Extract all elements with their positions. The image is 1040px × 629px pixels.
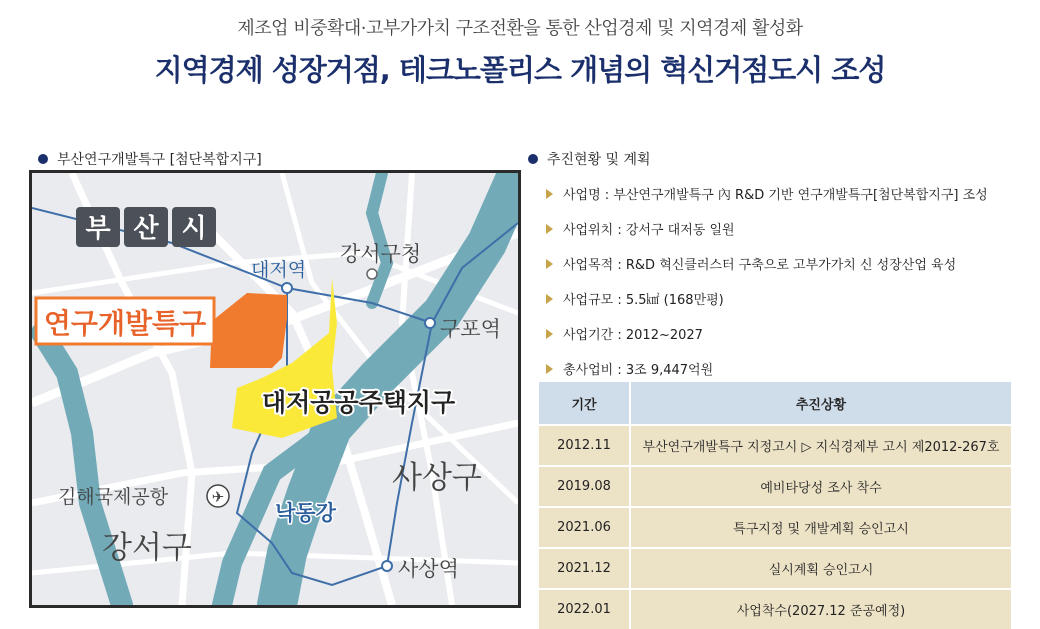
table-row [539,466,1011,507]
row-period: 2012.11 [539,425,630,466]
row-status: 예비타당성 조사 착수 [630,466,1011,507]
housing-label: 대저공공주택지구 [262,388,456,417]
triangle-arrow-icon [546,259,553,269]
svg-text:✈: ✈ [211,488,225,506]
header-period: 기간 [539,382,630,425]
busan-char-2: 산 [133,214,159,244]
bullet-dot-icon [38,154,48,164]
row-period: 2021.12 [539,548,630,589]
info-item-location: 사업위치 : 강서구 대저동 일원 [540,211,1030,246]
page-subtitle: 제조업 비중확대·고부가가치 구조전환을 통한 산업경제 및 지역경제 활성화 [237,18,803,39]
gangseo-office-marker [367,269,377,279]
project-info-list [540,176,1030,386]
info-item-cost: 총사업비 : 3조 9,447억원 [540,351,1030,386]
busan-label [76,207,216,247]
triangle-arrow-icon [546,364,553,374]
triangle-arrow-icon [546,329,553,339]
map-section-heading [38,149,262,169]
gangseo-gu-label: 강서구 [102,530,192,566]
gupo-station-marker [425,318,435,328]
status-section-heading-text: 추진현황 및 계획 [547,152,651,168]
info-item-purpose: 사업목적 : R&D 혁신클러스터 구축으로 고부가가치 신 성장산업 육성 [540,246,1030,281]
sasang-gu-label: 사상구 [392,460,482,496]
daejeo-station-label: 대저역 [251,259,307,281]
row-status: 특구지정 및 개발계획 승인고시 [630,507,1011,548]
row-period: 2021.06 [539,507,630,548]
row-status: 사업착수(2027.12 준공예정) [630,589,1011,629]
district-label: 연구개발특구 [43,307,207,340]
map-section-heading-text: 부산연구개발특구 [첨단복합지구] [57,152,262,168]
triangle-arrow-icon [546,224,553,234]
table-row [539,589,1011,629]
row-period: 2022.01 [539,589,630,629]
info-item-name: 사업명 : 부산연구개발특구 內 R&D 기반 연구개발특구[첨단복합지구] 조성 [540,176,1030,211]
table-row [539,425,1011,466]
daejeo-station-marker [282,283,292,293]
airport-label: 김해국제공항 [58,486,169,508]
schedule-table [539,382,1011,629]
gangseo-office-label: 강서구청 [340,242,422,266]
district-map [29,170,521,608]
sasang-station-marker [382,561,392,571]
table-header-row [539,382,1011,425]
info-item-scale: 사업규모 : 5.5㎢ (168만평) [540,281,1030,316]
sasang-station-label: 사상역 [398,557,459,581]
table-row [539,507,1011,548]
page-title: 지역경제 성장거점, 테크노폴리스 개념의 혁신거점도시 조성 [154,53,886,87]
header-status: 추진상황 [630,382,1011,425]
map-canvas [32,173,518,605]
row-status: 실시계획 승인고시 [630,548,1011,589]
triangle-arrow-icon [546,189,553,199]
info-item-period: 사업기간 : 2012~2027 [540,316,1030,351]
triangle-arrow-icon [546,294,553,304]
bullet-dot-icon [528,154,538,164]
nakdong-river-label: 낙동강 [275,501,336,525]
busan-char-3: 시 [181,214,207,244]
gupo-station-label: 구포역 [440,317,501,341]
row-status: 부산연구개발특구 지정고시 ▷ 지식경제부 고시 제2012-267호 [630,425,1011,466]
table-row [539,548,1011,589]
busan-char-1: 부 [85,214,111,244]
status-section-heading [528,149,651,169]
airplane-icon [207,485,229,507]
row-period: 2019.08 [539,466,630,507]
